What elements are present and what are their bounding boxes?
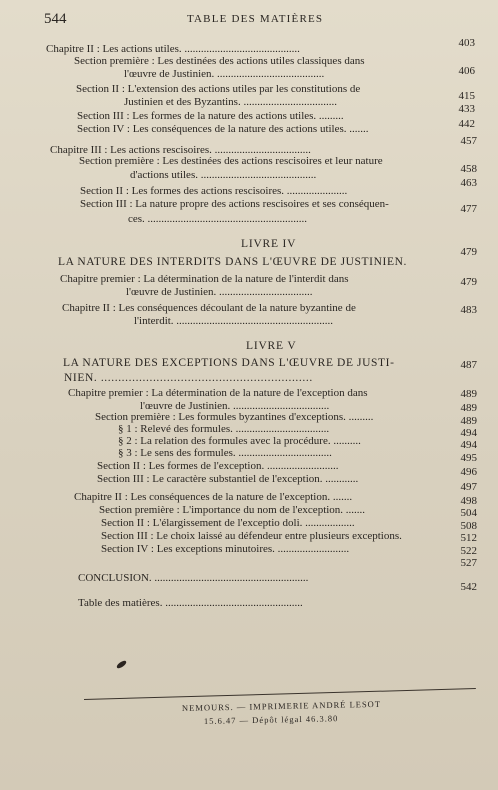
toc-page: 489	[460, 415, 477, 427]
toc-entry-section: Section III : Le choix laissé au défendeur entre plusieurs exceptions.	[101, 530, 402, 542]
livre-heading: LIVRE IV	[241, 238, 297, 250]
toc-page: 457	[460, 135, 477, 147]
toc-page: 442	[458, 118, 475, 130]
toc-page: 487	[460, 359, 477, 371]
livre-title: LA NATURE DES INTERDITS DANS L'ŒUVRE DE JUSTINIEN.	[58, 256, 407, 268]
toc-page: 479	[460, 246, 477, 258]
running-title: TABLE DES MATIÈRES	[187, 13, 324, 25]
toc-entry-chapitre-3: Chapitre III : Les actions rescisoires. ...................................	[50, 144, 311, 156]
toc-page: 489	[460, 388, 477, 400]
toc-entry-section: Section II : Les formes de l'exception. ..........................	[97, 460, 339, 472]
toc-page: 458	[460, 163, 477, 175]
toc-entry-section: Section première : L'importance du nom de l'exception. .......	[99, 504, 366, 516]
toc-entry-section: Section IV : Les exceptions minutoires. ..........................	[101, 543, 350, 555]
toc-entry-continuation: ces. ..........................................................	[128, 213, 308, 225]
toc-entry-continuation: l'œuvre de Justinien. ..................................	[126, 286, 313, 298]
toc-page: 433	[458, 103, 475, 115]
toc-page: 494	[460, 427, 477, 439]
toc-entry-continuation: l'œuvre de Justinien. ...................................	[140, 400, 330, 412]
ink-smudge	[116, 659, 128, 669]
page-number: 544	[44, 11, 67, 27]
toc-entry-paragraph: § 3 : Le sens des formules. ..................................	[118, 447, 332, 459]
toc-entry-chapitre: Chapitre premier : La détermination de la nature de l'interdit dans	[60, 273, 349, 285]
toc-entry-conclusion: CONCLUSION. ........................................................	[78, 572, 309, 584]
toc-entry-continuation: d'actions utiles. ..........................................	[130, 169, 317, 181]
toc-entry-section: Section IV : Les conséquences de la nature des actions utiles. .......	[77, 123, 369, 135]
toc-entry-continuation: Justinien et des Byzantins. ..................................	[124, 96, 337, 108]
toc-entry-section: Section II : Les formes des actions rescisoires. ......................	[80, 185, 348, 197]
toc-page: 497	[460, 481, 477, 493]
toc-entry-continuation: l'interdit. .........................................................	[134, 315, 334, 327]
toc-page: 494	[460, 439, 477, 451]
toc-page: 496	[460, 466, 477, 478]
toc-page: 415	[458, 90, 475, 102]
toc-page: 477	[460, 203, 477, 215]
toc-page: 498	[460, 495, 477, 507]
toc-page: 489	[460, 402, 477, 414]
toc-entry-paragraph: § 1 : Relevé des formules. ..................................	[118, 423, 330, 435]
printer-imprint: NEMOURS. — IMPRIMERIE ANDRÉ LESOT	[181, 698, 382, 713]
toc-page: 483	[460, 304, 477, 316]
toc-entry-table: Table des matières. ..................................................	[78, 597, 303, 609]
toc-page: 542	[460, 581, 477, 593]
toc-page: 527	[460, 557, 477, 569]
legal-deposit: 15.6.47 — Dépôt légal 46.3.80	[203, 713, 339, 726]
toc-page: 508	[460, 520, 477, 532]
toc-page: 522	[460, 545, 477, 557]
toc-entry-section: Section III : Les formes de la nature des actions utiles. .........	[77, 110, 344, 122]
toc-entry-chapitre: Chapitre II : Les conséquences découlant de la nature byzantine de	[62, 302, 356, 314]
toc-entry-chapitre-2: Chapitre II : Les actions utiles. ..........................................	[46, 43, 300, 55]
toc-entry-continuation: l'œuvre de Justinien. .......................................	[124, 68, 325, 80]
toc-page: 403	[458, 37, 475, 49]
toc-entry-chapitre: Chapitre II : Les conséquences de la nature de l'exception. .......	[74, 491, 353, 503]
footer-rule	[84, 688, 476, 700]
toc-entry-section: Section III : La nature propre des actions rescisoires et ses conséquen-	[80, 198, 389, 210]
toc-page: 512	[460, 532, 477, 544]
toc-entry-section: Section II : L'extension des actions utiles par les constitutions de	[76, 83, 361, 95]
toc-page: 406	[458, 65, 475, 77]
toc-entry-section: Section III : Le caractère substantiel de l'exception. ............	[97, 473, 359, 485]
toc-page: 479	[460, 276, 477, 288]
toc-page: 504	[460, 507, 477, 519]
toc-page: 463	[460, 177, 477, 189]
livre-title: LA NATURE DES EXCEPTIONS DANS L'ŒUVRE DE JUSTI-	[63, 357, 395, 369]
toc-entry-paragraph: § 2 : La relation des formules avec la procédure. ..........	[118, 435, 361, 447]
toc-entry-chapitre: Chapitre premier : La détermination de la nature de l'exception dans	[68, 387, 368, 399]
toc-entry-section: Section première : Les destinées des actions utiles classiques dans	[74, 55, 365, 67]
livre-heading: LIVRE V	[246, 340, 297, 352]
toc-page: 495	[460, 452, 477, 464]
livre-title-continuation: NIEN. .............................................................	[64, 372, 313, 384]
toc-entry-section: Section première : Les destinées des actions rescisoires et leur nature	[79, 155, 383, 167]
toc-entry-section: Section II : L'élargissement de l'exceptio doli. ..................	[101, 517, 355, 529]
toc-entry-section: Section première : Les formules byzantines d'exceptions. .........	[95, 411, 374, 423]
